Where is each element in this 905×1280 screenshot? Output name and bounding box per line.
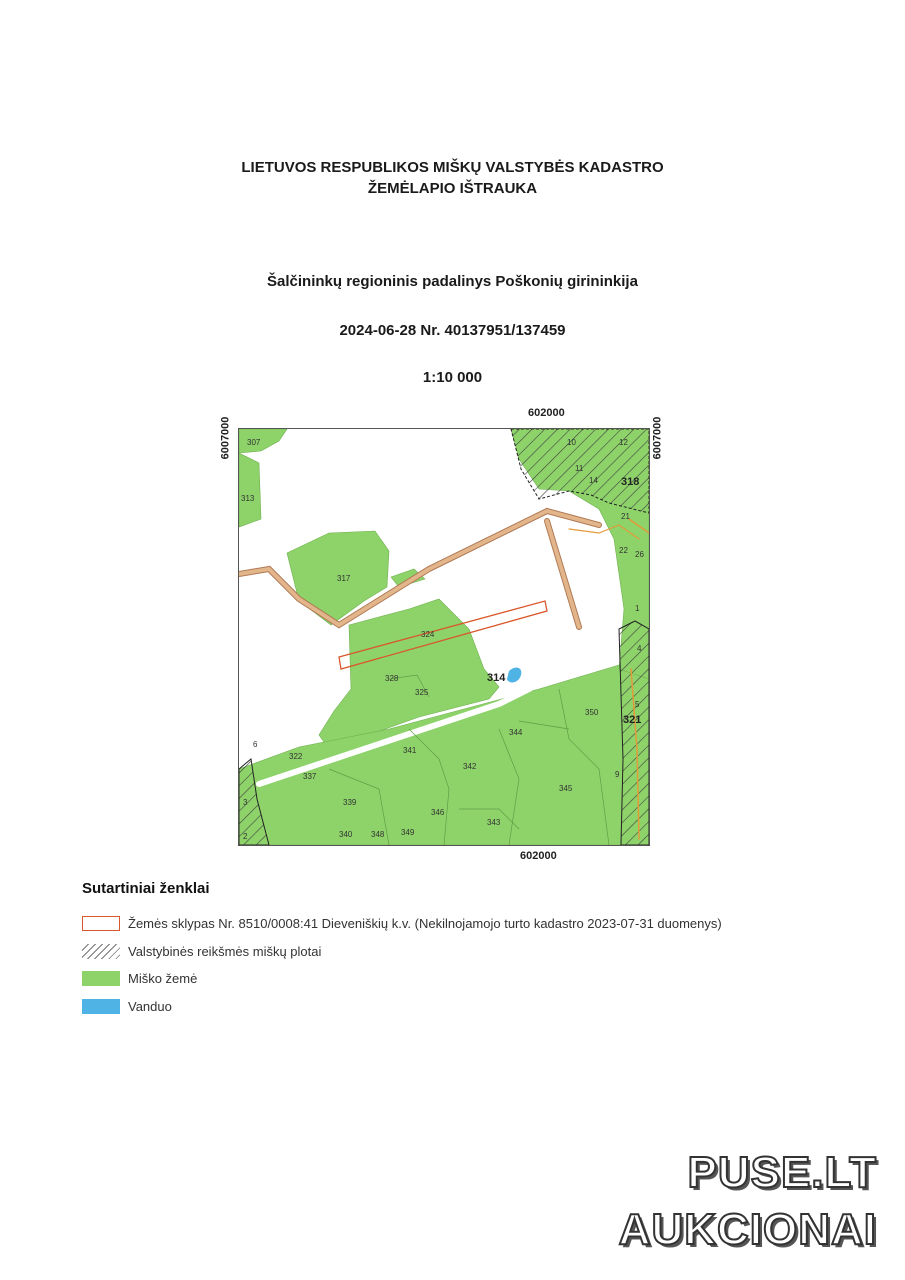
forest-313 xyxy=(239,453,261,527)
plot-label-6: 6 xyxy=(253,740,258,749)
legend-label-water: Vanduo xyxy=(128,998,172,1014)
legend-label-forest: Miško žemė xyxy=(128,970,198,986)
plot-label-337: 337 xyxy=(303,772,317,781)
plot-label-341: 341 xyxy=(403,746,417,755)
plot-label-14: 14 xyxy=(589,476,598,485)
map-scale: 1:10 000 xyxy=(422,369,483,386)
hatch-symbol xyxy=(82,944,120,959)
plot-label-313: 313 xyxy=(241,494,255,503)
plot-label-322: 322 xyxy=(289,752,303,761)
block-label-321: 321 xyxy=(623,714,642,726)
legend-item-hatch xyxy=(82,941,321,961)
plot-label-10: 10 xyxy=(567,438,576,447)
plot-label-324: 324 xyxy=(421,630,435,639)
coord-left: 6007000 xyxy=(219,416,232,460)
coord-top: 602000 xyxy=(528,407,565,419)
block-label-314: 314 xyxy=(487,672,506,684)
legend-label-hatch: Valstybinės reikšmės miškų plotai xyxy=(128,943,322,959)
cadastral-map xyxy=(238,428,650,846)
plot-label-346: 346 xyxy=(431,808,445,817)
water-pond xyxy=(507,668,521,683)
plot-label-342: 342 xyxy=(463,762,477,771)
plot-label-325: 325 xyxy=(415,688,429,697)
subtitle: Šalčininkų regioninis padalinys Poškonių girininkija xyxy=(267,273,638,290)
document-title xyxy=(0,157,905,199)
watermark-line-1: PUSE.LT xyxy=(687,1148,877,1197)
title-line-1: LIETUVOS RESPUBLIKOS MIŠKŲ VALSTYBĖS KADASTRO xyxy=(241,159,664,176)
water-symbol xyxy=(82,999,120,1014)
map-svg xyxy=(239,429,649,845)
plot-label-4: 4 xyxy=(637,644,642,653)
block-label-318: 318 xyxy=(621,476,640,488)
coord-right: 6007000 xyxy=(651,416,664,460)
plot-label-343: 343 xyxy=(487,818,501,827)
plot-label-11: 11 xyxy=(575,464,584,473)
plot-label-350: 350 xyxy=(585,708,599,717)
forest-symbol xyxy=(82,971,120,986)
plot-label-340: 340 xyxy=(339,830,353,839)
plot-label-9: 9 xyxy=(615,770,620,779)
hatch-321 xyxy=(619,621,649,845)
legend-item-parcel xyxy=(82,913,722,933)
plot-label-12: 12 xyxy=(619,438,628,447)
plot-label-1: 1 xyxy=(635,604,640,613)
plot-label-345: 345 xyxy=(559,784,573,793)
plot-label-5: 5 xyxy=(635,700,640,709)
legend-item-forest xyxy=(82,968,197,988)
legend-title: Sutartiniai ženklai xyxy=(82,880,210,897)
date-number: 2024-06-28 Nr. 40137951/137459 xyxy=(339,322,566,339)
plot-label-2: 2 xyxy=(243,832,248,841)
plot-label-339: 339 xyxy=(343,798,357,807)
legend-label-parcel: Žemės sklypas Nr. 8510/0008:41 Dieveniškių k.v. (Nekilnojamojo turto kadastro 2023-07-31 duomenys) xyxy=(128,915,722,931)
plot-label-22: 22 xyxy=(619,546,628,555)
plot-label-26: 26 xyxy=(635,550,644,559)
plot-label-349: 349 xyxy=(401,828,415,837)
legend-item-water xyxy=(82,996,172,1016)
plot-label-344: 344 xyxy=(509,728,523,737)
plot-label-307: 307 xyxy=(247,438,261,447)
coord-bottom: 602000 xyxy=(520,850,557,862)
plot-label-3: 3 xyxy=(243,798,248,807)
plot-label-348: 348 xyxy=(371,830,385,839)
title-line-2: ŽEMĖLAPIO IŠTRAUKA xyxy=(367,180,538,197)
watermark-line-2: AUKCIONAI xyxy=(618,1205,877,1254)
plot-label-328: 328 xyxy=(385,674,399,683)
plot-label-317: 317 xyxy=(337,574,351,583)
plot-label-21: 21 xyxy=(621,512,630,521)
parcel-symbol xyxy=(82,916,120,931)
